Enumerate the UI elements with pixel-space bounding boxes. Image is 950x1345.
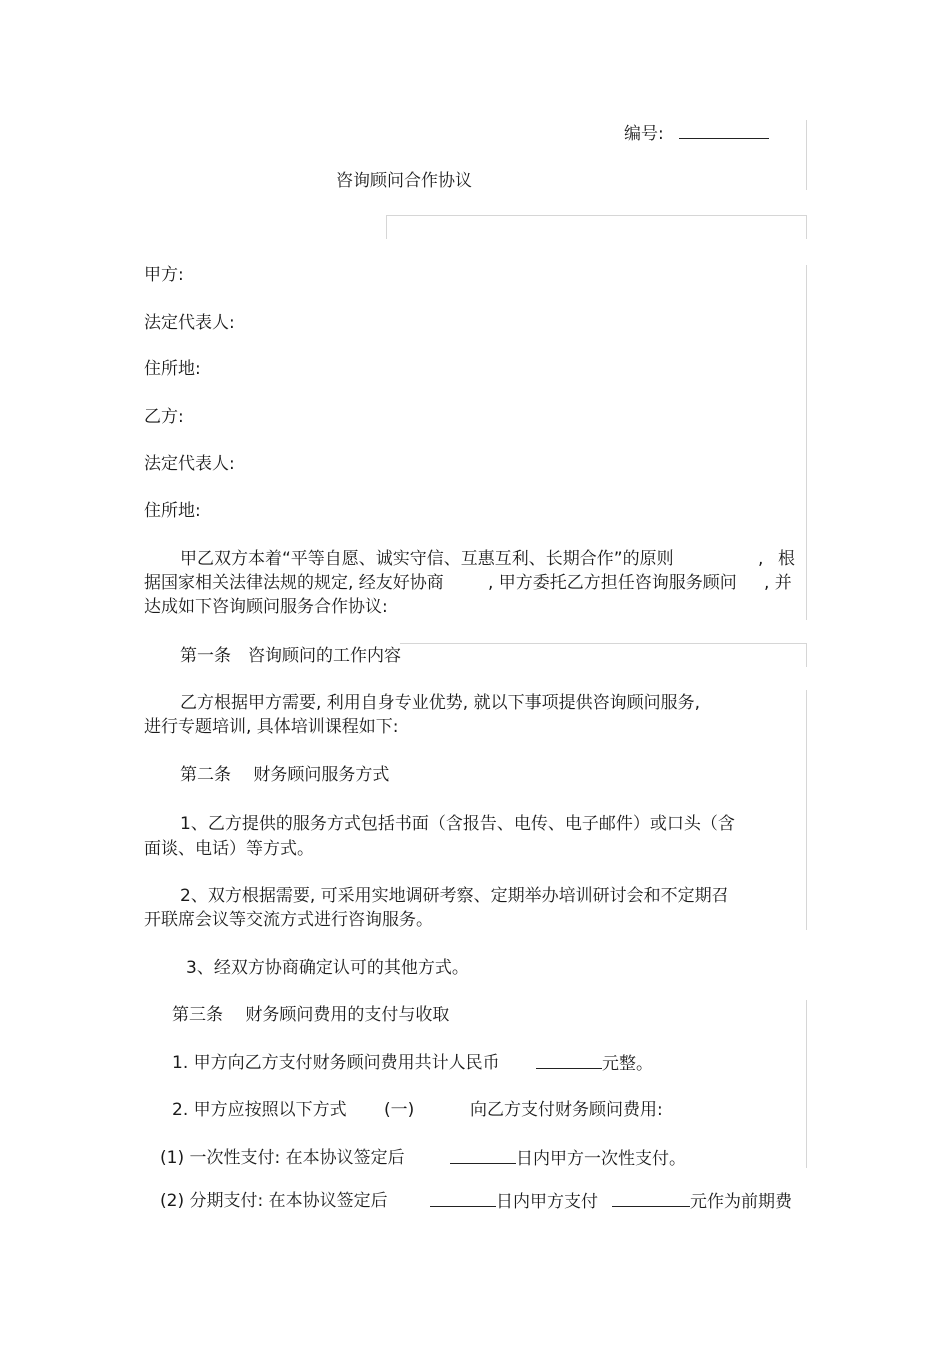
margin-rule [806, 215, 807, 239]
margin-rule [400, 643, 806, 644]
margin-rule [386, 215, 806, 216]
lump-sum-option: (1) 一次性支付: 在本协议签定后 [160, 1148, 405, 1168]
article-1-body: 进行专题培训, 具体培训课程如下: [144, 717, 399, 737]
installment-days-blank [430, 1190, 496, 1207]
article-3-item-1-suffix: 元整。 [602, 1054, 653, 1074]
party-a-label: 甲方: [144, 265, 184, 285]
fee-amount-blank [536, 1052, 602, 1069]
party-b-address-label: 住所地: [144, 501, 201, 521]
article-2-item-3: 3、经双方协商确定认可的其他方式。 [186, 958, 469, 978]
preamble-text: , 甲方委托乙方担任咨询服务顾问 [488, 573, 737, 593]
margin-rule [806, 120, 807, 190]
article-2-item-1: 1、乙方提供的服务方式包括书面（含报告、电传、电子邮件）或口头（含 [180, 814, 735, 834]
installment-option: (2) 分期支付: 在本协议签定后 [160, 1191, 388, 1211]
article-3-item-2-suffix: 向乙方支付财务顾问费用: [470, 1100, 663, 1120]
margin-rule [806, 690, 807, 930]
document-title: 咨询顾问合作协议 [336, 171, 472, 191]
payment-option-marker: (一) [384, 1100, 415, 1120]
fee-amount-blank-row [536, 1052, 653, 1075]
preamble-text: , 并 [764, 573, 792, 593]
preamble-text: 根 [778, 549, 795, 569]
installment-amount-row [612, 1190, 792, 1213]
preamble-line [180, 548, 674, 570]
article-3-item-1-text: 1. 甲方向乙方支付财务顾问费用共计人民币 [172, 1053, 500, 1073]
party-b-label: 乙方: [144, 407, 184, 427]
lump-sum-suffix: 日内甲方一次性支付。 [516, 1149, 686, 1169]
article-3-heading: 第三条 财务顾问费用的支付与收取 [172, 1005, 450, 1025]
margin-rule [806, 1000, 807, 1168]
article-1-body: 乙方根据甲方需要, 利用自身专业优势, 就以下事项提供咨询顾问服务, [180, 693, 701, 713]
margin-rule [806, 643, 807, 667]
lump-sum-blank-row [450, 1147, 686, 1170]
document-number [624, 122, 769, 145]
party-a-address-label: 住所地: [144, 359, 201, 379]
margin-rule [386, 215, 387, 239]
article-3-item-1 [172, 1052, 500, 1074]
party-b-representative-label: 法定代表人: [144, 454, 235, 474]
article-2-item-2: 2、双方根据需要, 可采用实地调研考察、定期举办培训研讨会和不定期召 [180, 886, 729, 906]
installment-days-row [430, 1190, 598, 1213]
preamble-text: 据国家相关法律法规的规定, 经友好协商 [144, 573, 444, 593]
lump-sum-days-blank [450, 1147, 516, 1164]
document-number-blank [679, 122, 769, 139]
article-2-item-1: 面谈、电话）等方式。 [144, 839, 314, 859]
installment-amount-blank [612, 1190, 690, 1207]
article-2-item-2: 开联席会议等交流方式进行咨询服务。 [144, 910, 433, 930]
document-number-label: 编号: [624, 124, 664, 144]
preamble-text: 达成如下咨询顾问服务合作协议: [144, 597, 388, 617]
article-3-item-2: 2. 甲方应按照以下方式 [172, 1100, 347, 1120]
preamble-comma: , [758, 549, 764, 569]
installment-mid-text: 日内甲方支付 [496, 1192, 598, 1212]
preamble-text: 甲乙双方本着“平等自愿、诚实守信、互惠互利、长期合作”的原则 [180, 549, 674, 569]
article-1-heading: 第一条 咨询顾问的工作内容 [180, 646, 401, 666]
article-2-heading: 第二条 财务顾问服务方式 [180, 765, 390, 785]
party-a-representative-label: 法定代表人: [144, 313, 235, 333]
installment-suffix: 元作为前期费 [690, 1192, 792, 1212]
margin-rule [806, 265, 807, 620]
